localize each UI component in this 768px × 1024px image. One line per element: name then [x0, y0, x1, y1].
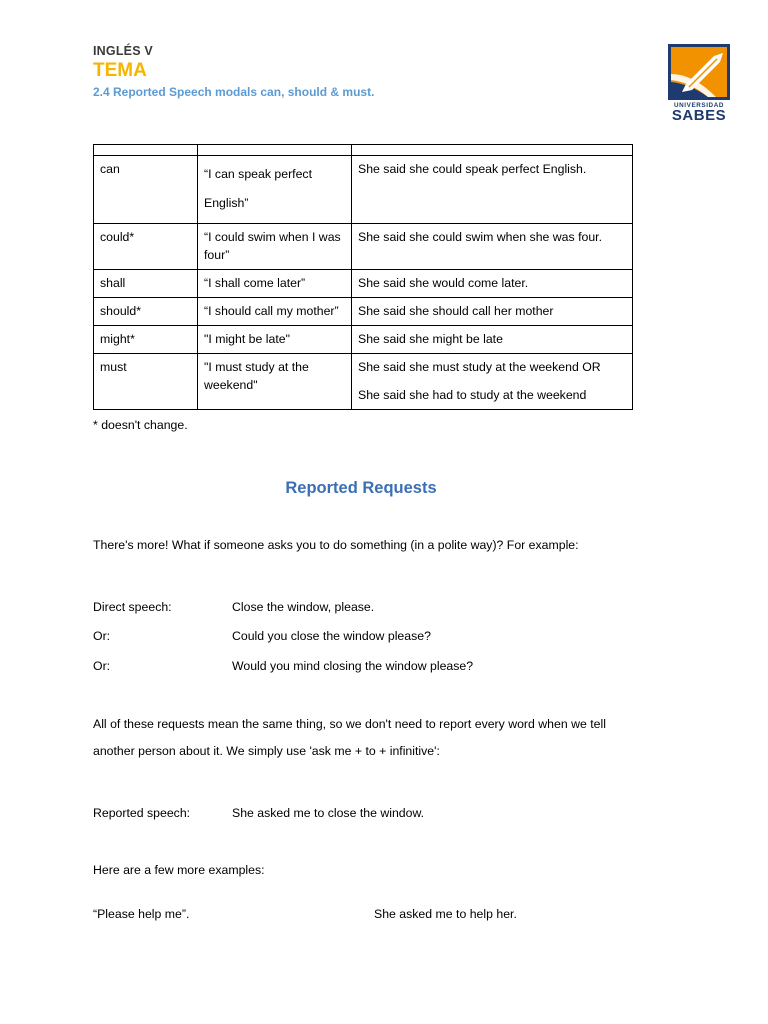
example-label: Or: — [93, 659, 111, 673]
direct-cell: “I could swim when I was four” — [198, 224, 352, 270]
example-text: Close the window, please. — [232, 600, 375, 614]
modals-table — [93, 144, 633, 410]
header-cell — [94, 145, 198, 156]
more-examples-intro: Here are a few more examples: — [93, 863, 265, 877]
modal-cell: must — [94, 354, 198, 410]
reported-line: She said she must study at the weekend OR — [358, 360, 601, 374]
direct-text: “I can speak perfect English” — [204, 167, 312, 210]
pencil-logo-icon — [668, 44, 730, 100]
table-row — [94, 354, 633, 410]
reported-cell: She said she could speak perfect English. — [352, 156, 633, 224]
table-row — [94, 224, 633, 270]
table-footnote: * doesn't change. — [93, 418, 188, 432]
reported-cell: She said she might be late — [352, 326, 633, 354]
table-row — [94, 270, 633, 298]
table-row — [94, 298, 633, 326]
intro-paragraph: There's more! What if someone asks you to do something (in a polite way)? For example: — [93, 538, 579, 552]
more-example-reported: She asked me to help her. — [374, 907, 517, 921]
header-cell — [198, 145, 352, 156]
modal-cell: could* — [94, 224, 198, 270]
reported-cell — [352, 354, 633, 410]
logo-name-text: SABES — [671, 107, 727, 124]
modal-cell: shall — [94, 270, 198, 298]
modal-cell: should* — [94, 298, 198, 326]
logo-university-text: UNIVERSIDAD — [674, 102, 724, 109]
example-text: Could you close the window please? — [232, 629, 431, 643]
table-row — [94, 156, 633, 224]
university-logo — [668, 44, 730, 123]
reported-cell: She said she should call her mother — [352, 298, 633, 326]
table-row — [94, 326, 633, 354]
reported-speech-label: Reported speech: — [93, 806, 191, 820]
example-text: Would you mind closing the window please? — [232, 659, 474, 673]
direct-cell — [198, 156, 352, 224]
reported-speech-text: She asked me to close the window. — [232, 806, 425, 820]
direct-cell: “I shall come later” — [198, 270, 352, 298]
direct-cell: “I should call my mother” — [198, 298, 352, 326]
table-header-row — [94, 145, 633, 156]
reported-cell: She said she would come later. — [352, 270, 633, 298]
explanation-paragraph: All of these requests mean the same thing, so we don't need to report every word when we tell another person about it. We simply use 'ask me + to + infinitive': — [93, 717, 606, 758]
header-cell — [352, 145, 633, 156]
section-title: Reported Requests — [285, 479, 437, 497]
reported-cell: She said she could swim when she was four. — [352, 224, 633, 270]
direct-cell: "I might be late" — [198, 326, 352, 354]
modal-cell: can — [94, 156, 198, 224]
modal-cell: might* — [94, 326, 198, 354]
tema-heading: TEMA — [93, 60, 147, 81]
reported-line: She said she had to study at the weekend — [358, 388, 587, 402]
course-title: INGLÉS V — [93, 44, 153, 58]
direct-cell: "I must study at the weekend" — [198, 354, 352, 410]
example-label: Or: — [93, 629, 111, 643]
example-label: Direct speech: — [93, 600, 172, 614]
more-example-direct: “Please help me”. — [93, 907, 190, 921]
lesson-subtitle: 2.4 Reported Speech modals can, should & must. — [93, 85, 375, 99]
